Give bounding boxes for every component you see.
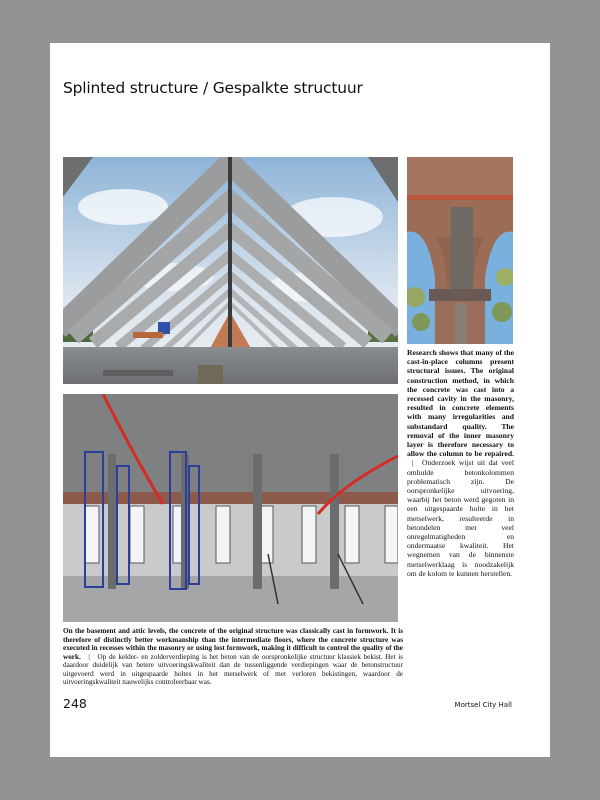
caption-english: On the basement and attic levels, the concrete of the original structure was classically cast in formwork. It is therefore of distinctly better workmanship than the intermediate floors, where the concrete structure was executed in recesses within the masonry or using lost formwork, making it difficult to control the quality of the work. bbox=[63, 627, 403, 661]
text-separator: | bbox=[412, 458, 414, 468]
brick-column-photo bbox=[407, 157, 513, 344]
photo-caption bbox=[63, 627, 403, 687]
roof-trusses-photo bbox=[63, 157, 398, 384]
interior-hall-photo bbox=[63, 394, 398, 622]
page-number: 248 bbox=[63, 696, 87, 711]
book-page bbox=[50, 43, 550, 757]
caption-dutch: Op de kelder- en zolderverdieping is het beton van de oorspronkelijke structuur klassiek bekist. Het is daardoor duidelijk van betere uitvoeringskwaliteit dan de tussenliggende verdiepingen waar de betonstructuur uitgevoerd werd in uitgespaarde holtes in het metselwerk of met verloren bekistingen, waardoor de uitvoeringskwaliteit nauwelijks controleerbaar was. bbox=[63, 652, 403, 686]
page-title: Splinted structure / Gespalkte structuur bbox=[63, 79, 363, 97]
running-footer: Mortsel City Hall bbox=[454, 701, 512, 709]
side-text-english: Research shows that many of the cast-in-place columns present structural issues. The original construction method, in which the concrete was cast into a recessed cavity in the masonry, resulted in concrete elements with many irregularities and substandard quality. The removal of the inner masonry layer is therefore necessary to allow the column to be repaired. bbox=[407, 348, 514, 459]
caption-separator: | bbox=[88, 652, 90, 661]
side-text-dutch: Onderzoek wijst uit dat veel omhulde betonkolommen problematisch zijn. De oorspronkelijke uitvoering, waarbij het beton werd gegoten in een uitgespaarde holte in het metselwerk, resulteerde in betondelen met veel onregelmatigheden en ondermaatse kwaliteit. Het wegnemen van de binnenste metselwerklaag is noodzakelijk om de kolom te kunnen herstellen. bbox=[407, 458, 514, 578]
side-column-text bbox=[407, 348, 514, 578]
